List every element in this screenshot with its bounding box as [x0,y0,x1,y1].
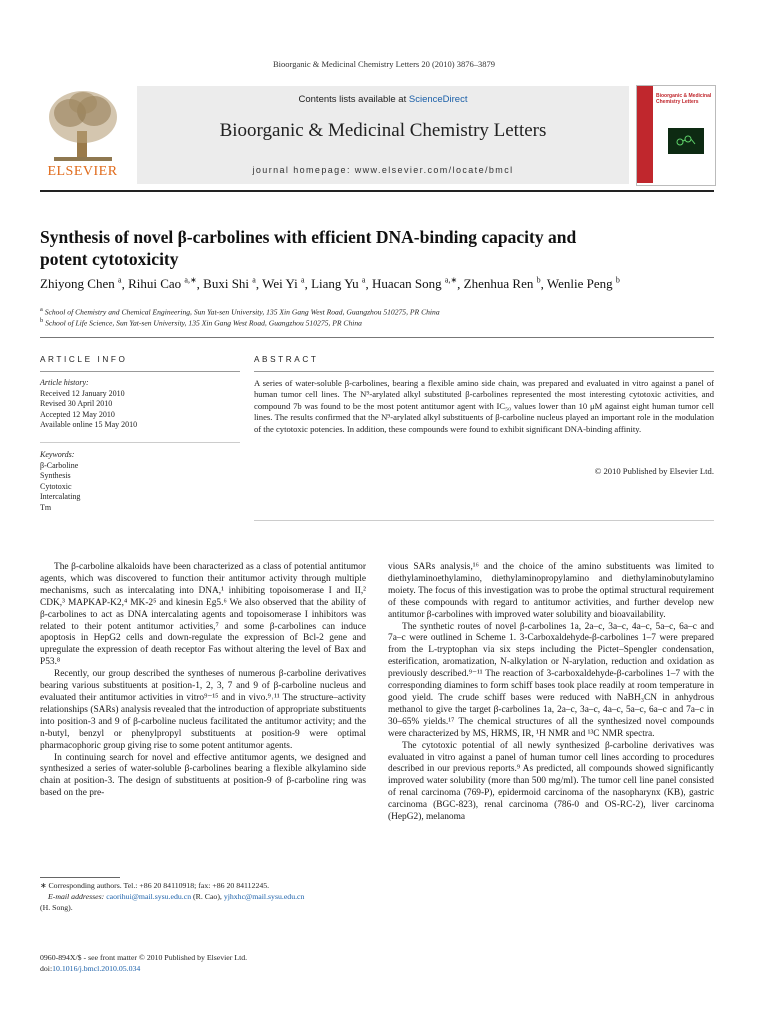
history-item: Accepted 12 May 2010 [40,409,115,419]
corresponding-authors: ∗ Corresponding authors. Tel.: +86 20 84110918; fax: +86 20 84112245. [40,881,270,890]
author[interactable]: Wenlie Peng $^b$ [546,276,620,292]
journal-reference: Bioorganic & Medicinal Chemistry Letters 20 (2010) 3876–3879 [273,59,495,69]
body-left-column [40,562,366,800]
cover-graphic [668,128,704,154]
front-matter: 0960-894X/$ - see front matter © 2010 Published by Elsevier Ltd. doi:10.1016/j.bmcl.2010.05.034 [40,952,366,974]
abstract-rule [254,371,714,372]
keywords [40,450,240,513]
email-label: E-mail addresses: [48,892,105,901]
email-link[interactable]: yjhxhc@mail.sysu.edu.cn [223,892,305,901]
body-paragraph: Recently, our group described the syntheses of numerous β-carboline derivatives bearing various substituents at position-1, 2, 3, 7 and 9 of β-carboline nucleus and evaluated their antitumor activities in vitro⁹⁻¹⁵ and in vivo.⁹˒¹¹ The structure–activity relationships (SARs) analysis revealed that the introduction of appropriate substituents into position-3 and 9 of β-carboline nucleus facilitated the antitumor activity; and the n-butyl, benzyl or phenylpropyl substituents at position-9 were optimal pharmacophoric group giving rise to some potent antitumor agents. [40,669,366,751]
cover-title: Bioorganic & Medicinal Chemistry Letters [656,93,712,105]
author[interactable]: Wei Yi $^a$ [262,276,305,292]
contents-prefix: Contents lists available at [298,94,409,105]
body-paragraph: The synthetic routes of novel β-carbolines 1a, 2a–c, 3a–c, 4a–c, 5a–c, 6a–c and 7a–c were outlined in Scheme 1. 3-Carboxaldehyde-β-carbolines 1–7 were prepared from the L-tryptophan via six steps including the Pictet–Spengler condensation, esterification, aromatization, N-alkylation or N-arylation, reduction and oxidation as previously described.⁹⁻¹¹ The reaction of 3-carboxaldehyde-β-carbolines 1–7 with the corresponding diamines to form schiff bases took place readily at room temperature in good yield. The crude schiff bases were reduced with NaBH₃CN in anhydrous methanol to give the target β-carbolines 1a, 2a–c, 3a–c, 4a–c, 5a–c, 6a–c and 7a–c in 30–65% yields.¹⁷ The chemical structures of all the synthesized novel compounds were characterized by MS, HRMS, IR, ¹H NMR and ¹³C NMR spectra. [388,621,714,739]
doi-link[interactable]: 10.1016/j.bmcl.2010.05.034 [52,964,141,973]
history-item: Received 12 January 2010 [40,388,125,398]
elsevier-wordmark: ELSEVIER [47,164,118,179]
author-list: Zhiyong Chen $^a$, Rihui Cao $^{a,∗}$, Buxi Shi $^a$, Wei Yi $^a$, Liang Yu $^a$, Huacan Song $^{a,∗}$, Zhenhua Ren $^b$, Wenlie Peng $^b$ [40,276,620,292]
molecule-icon [668,128,704,154]
email-link[interactable]: caorihui@mail.sysu.edu.cn [106,892,192,901]
keyword: Synthesis [40,471,71,480]
keyword: Cytotoxic [40,481,72,491]
author[interactable]: Rihui Cao $^{a,∗}$ [128,276,197,292]
article-info-rule [40,371,240,372]
abstract-copyright: © 2010 Published by Elsevier Ltd. [594,466,714,476]
abstract-text: A series of water-soluble β-carbolines, bearing a flexible amino side chain, was prepared and evaluated in vitro against a panel of human tumor cell lines. The N⁹-arylated alkyl substituted β-carbolines represented the most interesting cytotoxic activities, and compound 7b was found to be the most potent antitumor agent with IC₅₀ values lower than 10 μM against eight human tumor cell lines. The results confirmed that the N⁹-arylated alkyl substituents of β-carboline nucleus played an important role in the modulation of the cytotoxic potencies. In addition, these compounds were found to exhibit significant DNA-binding affinity. [254,378,714,434]
corresponding-footnote: ∗ Corresponding authors. Tel.: +86 20 84110918; fax: +86 20 84112245. E-mail addresses: caorihui@mail.sysu.edu.cn (R. Cao), yjhxhc@mail.sysu.edu.cn (H. Song). [40,880,366,913]
body-paragraph: vious SARs analysis,¹⁶ and the choice of the amino substituents was limited to diethylaminoethylamino, diethylaminopropylamino and diethylaminobutylamino moiety. The focus of this investigation was to probe the optimal structural requirement of these compounds with regard to antitumor activities, and further develop new antitumor β-carbolines with improved water solubility and bioavailability. [388,562,714,620]
keyword: β-Carboline [40,460,79,470]
affiliation: $^b$ School of Life Science, Sun Yat-sen University, 135 Xin Gang West Road, Guangzhou 510275, PR China [40,317,362,328]
footnote-rule [40,877,120,878]
history-item: Available online 15 May 2010 [40,420,138,429]
section-rule [40,337,714,338]
history-item: Revised 30 April 2010 [40,399,113,408]
body-paragraph: The β-carboline alkaloids have been characterized as a class of potential antitumor agents, which was discovered to function their antitumor activity through multiple mechanisms, such as intercalating into DNA,¹ inhibiting topoisomerase I and II,² CDK,³ MAPKAP-K2,⁴ MK-2⁵ and kinesin Eg5.⁶ We also observed that the ability of β-carbolines to act as DNA intercalating agents and topoisomerase I inhibitors was related to their potent antitumor activities,⁷ and some β-carbolines can induce apoptosis in HepG2 cells and down-regulate the expression of Bcl-2 gene and upregulate the expression of death receptor Fas without altering the level of Bax and P53.⁸ [40,562,366,668]
article-title-line-1: Synthesis of novel β-carbolines with efficient DNA-binding capacity and [40,227,577,247]
article-title-line-2: potent cytotoxicity [40,249,179,269]
abstract-bottom-rule [254,520,714,521]
sciencedirect-link[interactable]: ScienceDirect [408,94,468,105]
history-label: Article history: [40,378,89,387]
body-right-column [388,562,714,824]
article-history [40,378,240,431]
elsevier-tree-icon [44,86,122,166]
header-rule [40,190,714,192]
author[interactable]: Liang Yu $^a$ [311,276,366,292]
info-divider [40,442,240,443]
email-owner: (H. Song). [40,903,73,912]
author[interactable]: Buxi Shi $^a$ [203,276,256,292]
keyword: Intercalating [40,492,81,501]
article-title [40,226,714,270]
keywords-label: Keywords: [40,450,75,459]
abstract-heading: ABSTRACT [254,355,319,364]
author[interactable]: Zhenhua Ren $^b$ [463,276,541,292]
affiliation: $^a$ School of Chemistry and Chemical Engineering, Sun Yat-sen University, 135 Xin Gang West Road, Guangzhou 510275, PR China [40,306,440,317]
contents-line [137,94,629,105]
cover-strip [637,86,653,183]
author[interactable]: Huacan Song $^{a,∗}$ [371,276,458,292]
author[interactable]: Zhiyong Chen $^a$ [40,276,122,292]
article-info-heading: ARTICLE INFO [40,355,128,364]
body-paragraph: The cytotoxic potential of all newly synthesized β-carboline derivatives was evaluated in vitro against a panel of human tumor cell lines according to procedures described in our previous reports.⁹ As predicted, all compounds showed significantly improved water solubility (more than 500 mg/ml). The tumor cell line panel consisted of renal carcinoma (769-P), epidermoid carcinoma of the nasopharynx (KB), gastric carcinoma (BGC-823), renal carcinoma (786-0 and OS-RC-2), liver carcinoma (HepG2), melanoma [388,740,714,823]
journal-homepage[interactable]: journal homepage: www.elsevier.com/locate/bmcl [252,165,514,175]
issn-line: 0960-894X/$ - see front matter © 2010 Published by Elsevier Ltd. [40,953,248,962]
journal-title: Bioorganic & Medicinal Chemistry Letters [219,120,547,141]
keyword: Tm [40,502,52,512]
body-paragraph: In continuing search for novel and effective antitumor agents, we designed and synthesized a series of water-soluble β-carbolines bearing a flexible alkylamino side chain at position-3. The design of substituents at position-9 of β-carboline ring was based on the pre- [40,752,366,799]
